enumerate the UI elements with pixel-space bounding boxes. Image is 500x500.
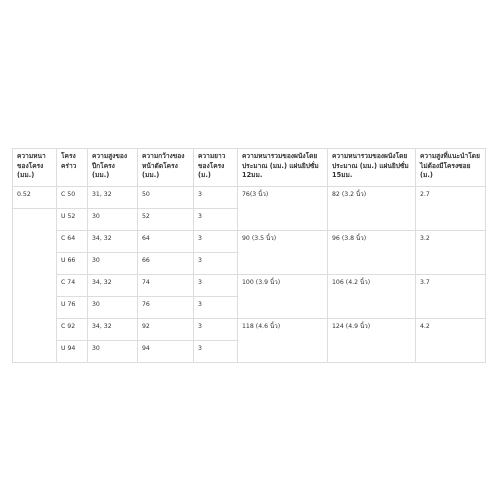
flange-cell: 30 xyxy=(88,297,138,319)
length-cell: 3 xyxy=(194,297,238,319)
stud-spec-table xyxy=(12,148,486,363)
flange-cell: 34, 32 xyxy=(88,231,138,253)
frame-cell: U 52 xyxy=(57,209,88,231)
wall-15mm-cell: 96 (3.8 นิ้ว) xyxy=(328,231,416,275)
header-row xyxy=(13,149,486,187)
frame-cell: C 92 xyxy=(57,319,88,341)
flange-cell: 31, 32 xyxy=(88,187,138,209)
empty-cell xyxy=(13,209,57,231)
header-thickness: ความหนาของโครง (มม.) xyxy=(13,149,57,187)
length-cell: 3 xyxy=(194,275,238,297)
height-cell: 4.2 xyxy=(416,319,486,363)
width-cell: 52 xyxy=(138,209,194,231)
frame-cell: C 64 xyxy=(57,231,88,253)
empty-cell xyxy=(13,275,57,297)
length-cell: 3 xyxy=(194,253,238,275)
height-cell: 3.7 xyxy=(416,275,486,319)
wall-15mm-cell: 82 (3.2 นิ้ว) xyxy=(328,187,416,231)
width-cell: 50 xyxy=(138,187,194,209)
length-cell: 3 xyxy=(194,231,238,253)
flange-cell: 34, 32 xyxy=(88,275,138,297)
wall-12mm-cell: 118 (4.6 นิ้ว) xyxy=(238,319,328,363)
wall-12mm-cell: 90 (3.5 นิ้ว) xyxy=(238,231,328,275)
empty-cell xyxy=(13,231,57,253)
width-cell: 74 xyxy=(138,275,194,297)
header-wall-thickness-12mm: ความหนารวมของผนังโดยประมาณ (มม.) แผ่นยิปซั่ม 12มม. xyxy=(238,149,328,187)
flange-cell: 34, 32 xyxy=(88,319,138,341)
frame-cell: U 94 xyxy=(57,341,88,363)
flange-cell: 30 xyxy=(88,253,138,275)
wall-12mm-cell: 100 (3.9 นิ้ว) xyxy=(238,275,328,319)
width-cell: 92 xyxy=(138,319,194,341)
header-flange-height: ความสูงของปีกโครง (มม.) xyxy=(88,149,138,187)
table-row xyxy=(13,187,486,209)
wall-12mm-cell: 76(3 นิ้ว) xyxy=(238,187,328,231)
flange-cell: 30 xyxy=(88,341,138,363)
table-row xyxy=(13,319,486,341)
width-cell: 94 xyxy=(138,341,194,363)
length-cell: 3 xyxy=(194,319,238,341)
height-cell: 2.7 xyxy=(416,187,486,231)
header-section-width: ความกว้างของหน้าตัดโครง (มม.) xyxy=(138,149,194,187)
width-cell: 66 xyxy=(138,253,194,275)
length-cell: 3 xyxy=(194,187,238,209)
table-row xyxy=(13,275,486,297)
frame-cell: C 50 xyxy=(57,187,88,209)
length-cell: 3 xyxy=(194,341,238,363)
height-cell: 3.2 xyxy=(416,231,486,275)
frame-cell: U 76 xyxy=(57,297,88,319)
header-wall-thickness-15mm: ความหนารวมของผนังโดยประมาณ (มม.) แผ่นยิปซั่ม 15มม. xyxy=(328,149,416,187)
frame-cell: C 74 xyxy=(57,275,88,297)
thickness-cell: 0.52 xyxy=(13,187,57,209)
wall-15mm-cell: 124 (4.9 นิ้ว) xyxy=(328,319,416,363)
empty-cell xyxy=(13,319,57,341)
width-cell: 76 xyxy=(138,297,194,319)
width-cell: 64 xyxy=(138,231,194,253)
empty-cell xyxy=(13,341,57,363)
table-row xyxy=(13,231,486,253)
flange-cell: 30 xyxy=(88,209,138,231)
wall-15mm-cell: 106 (4.2 นิ้ว) xyxy=(328,275,416,319)
empty-cell xyxy=(13,297,57,319)
length-cell: 3 xyxy=(194,209,238,231)
empty-cell xyxy=(13,253,57,275)
header-recommended-height: ความสูงที่แนะนำโดยไม่ต้องมีโครงซอย (ม.) xyxy=(416,149,486,187)
header-frame: โครงคร่าว xyxy=(57,149,88,187)
header-length: ความยาวของโครง (ม.) xyxy=(194,149,238,187)
frame-cell: U 66 xyxy=(57,253,88,275)
